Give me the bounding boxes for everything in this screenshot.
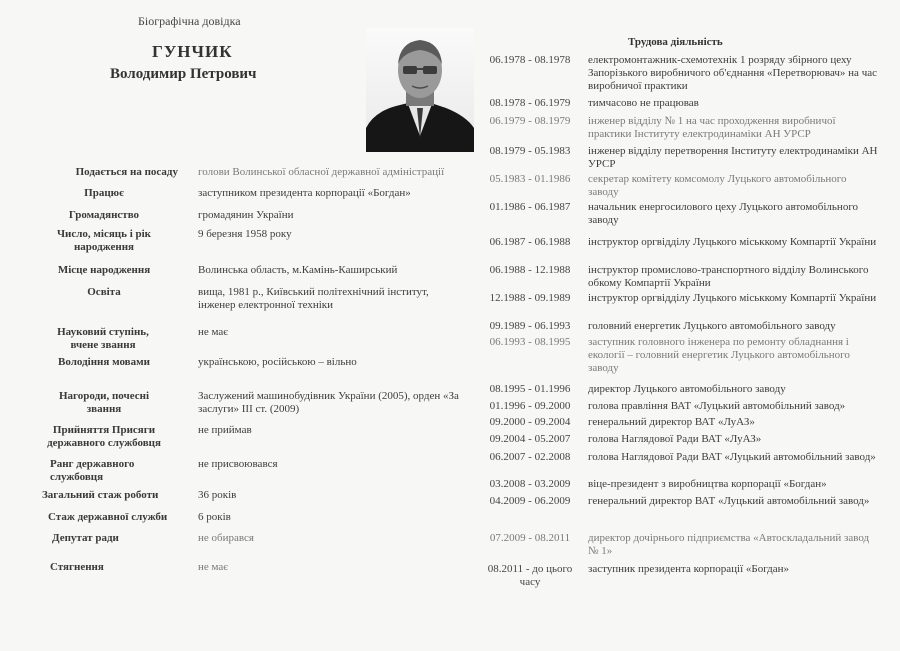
career-desc: директор Луцького автомобільного заводу [588,383,786,395]
field-value-languages: українською, російською – вільно [198,356,357,368]
career-desc: голова Наглядової Ради ВАТ «Луцький автомобільний завод» [588,451,876,463]
field-label-civil-rank: Ранг державного службовця [50,458,135,483]
field-value-education: вища, 1981 р., Київський політехнічний інститут, інженер електронної техніки [198,286,429,311]
career-desc: голова Наглядової Ради ВАТ «ЛуАЗ» [588,433,762,445]
field-label-civil-service: Стаж державної служби [48,511,168,523]
career-desc: заступник головного інженера по ремонту обладнання і екології – головний енергетик Луцького автомобільного заводу [588,336,850,374]
field-value-birth-date: 9 березня 1958 року [198,228,292,240]
career-date: 01.1986 - 06.1987 [489,201,571,213]
career-date: 06.1987 - 06.1988 [489,236,571,248]
field-value-awards: Заслужений машинобудівник України (2005), орден «За заслуги» ІІІ ст. (2009) [198,390,459,415]
field-label-penalties: Стягнення [50,561,104,573]
field-value-degree: не має [198,326,229,338]
field-value-employment: заступником президента корпорації «Богдан» [198,187,411,199]
career-desc: інструктор оргвідділу Луцького міськкому Компартії України [588,236,877,248]
career-date: 08.1978 - 06.1979 [489,97,571,109]
field-label-languages: Володіння мовами [58,356,150,368]
surname: ГУНЧИК [152,42,233,61]
career-date: 09.1989 - 06.1993 [489,320,571,332]
field-label-degree: Науковий ступінь, вчене звання [57,326,149,351]
career-date: 06.1988 - 12.1988 [489,264,571,276]
career-desc: генеральний директор ВАТ «Луцький автомобільний завод» [588,495,870,507]
career-desc: тимчасово не працював [588,97,699,109]
career-date: 04.2009 - 06.2009 [489,495,571,507]
career-date: 06.1993 - 08.1995 [489,336,571,348]
career-desc: електромонтажник-схемотехнік 1 розряду збірного цеху Запорізького виробничого об'єднання «Перетворювач» на час виробничої практики [588,54,877,92]
career-date: 07.2009 - 08.2011 [489,532,571,544]
career-date: 06.1979 - 08.1979 [489,115,571,127]
field-label-birth-date: Число, місяць і рік народження [56,228,152,253]
field-value-position: голови Волинської обласної державної адміністрації [198,166,445,178]
field-value-birthplace: Волинська область, м.Камінь-Каширський [198,264,398,276]
career-date: 09.2000 - 09.2004 [489,416,571,428]
field-label-education: Освіта [87,286,121,298]
career-desc: головний енергетик Луцького автомобільного заводу [588,320,836,332]
career-desc: віце-президент з виробництва корпорації «Богдан» [588,478,827,490]
career-desc: голова правління ВАТ «Луцький автомобільний завод» [588,400,846,412]
field-label-total-experience: Загальний стаж роботи [42,489,159,501]
field-value-total-experience: 36 років [198,489,237,501]
field-value-penalties: не має [198,561,229,573]
career-date: 12.1988 - 09.1989 [489,292,571,304]
field-label-birthplace: Місце народження [57,264,151,276]
field-label-employment: Працює [84,187,124,199]
career-desc: генеральний директор ВАТ «ЛуАЗ» [588,416,755,428]
career-date: 08.1995 - 01.1996 [489,383,571,395]
career-date: 05.1983 - 01.1986 [489,173,571,185]
career-desc: секретар комітету комсомолу Луцького автомобільного заводу [588,173,847,198]
field-label-position: Подається на посаду [75,166,178,178]
field-label-oath: Прийняття Присяги державного службовця [47,424,161,449]
career-date: 08.2011 - до цього часу [487,563,573,588]
career-title: Трудова діяльність [628,36,723,48]
career-date: 03.2008 - 03.2009 [489,478,571,490]
document-title: Біографічна довідка [138,14,241,28]
field-value-deputy: не обирався [198,532,254,544]
career-date: 06.2007 - 02.2008 [489,451,571,463]
career-date: 08.1979 - 05.1983 [489,145,571,157]
field-value-civil-service: 6 років [198,511,231,523]
career-desc: інженер відділу № 1 на час проходження виробничої практики Інституту електродинаміки АН УРСР [588,115,836,140]
field-value-citizenship: громадянин України [198,209,294,221]
field-label-awards: Нагороди, почесні звання [58,390,150,415]
career-date: 01.1996 - 09.2000 [489,400,571,412]
field-value-civil-rank: не присвоювався [198,458,278,470]
career-date: 06.1978 - 08.1978 [489,54,571,66]
field-label-deputy: Депутат ради [52,532,119,544]
career-date: 09.2004 - 05.2007 [489,433,571,445]
career-desc: інструктор оргвідділу Луцького міськкому Компартії України [588,292,877,304]
career-desc: директор дочірнього підприємства «Автоскладальний завод № 1» [588,532,870,557]
given-names: Володимир Петрович [110,66,257,82]
field-value-oath: не приймав [198,424,252,436]
career-desc: інструктор промислово-транспортного відділу Волинського обкому Компартії України [588,264,869,289]
field-label-citizenship: Громадянство [68,209,140,221]
career-desc: заступник президента корпорації «Богдан» [588,563,790,575]
career-desc: інженер відділу перетворення Інституту електродинаміки АН УРСР [588,145,878,170]
career-desc: начальник енергосилового цеху Луцького автомобільного заводу [588,201,859,226]
